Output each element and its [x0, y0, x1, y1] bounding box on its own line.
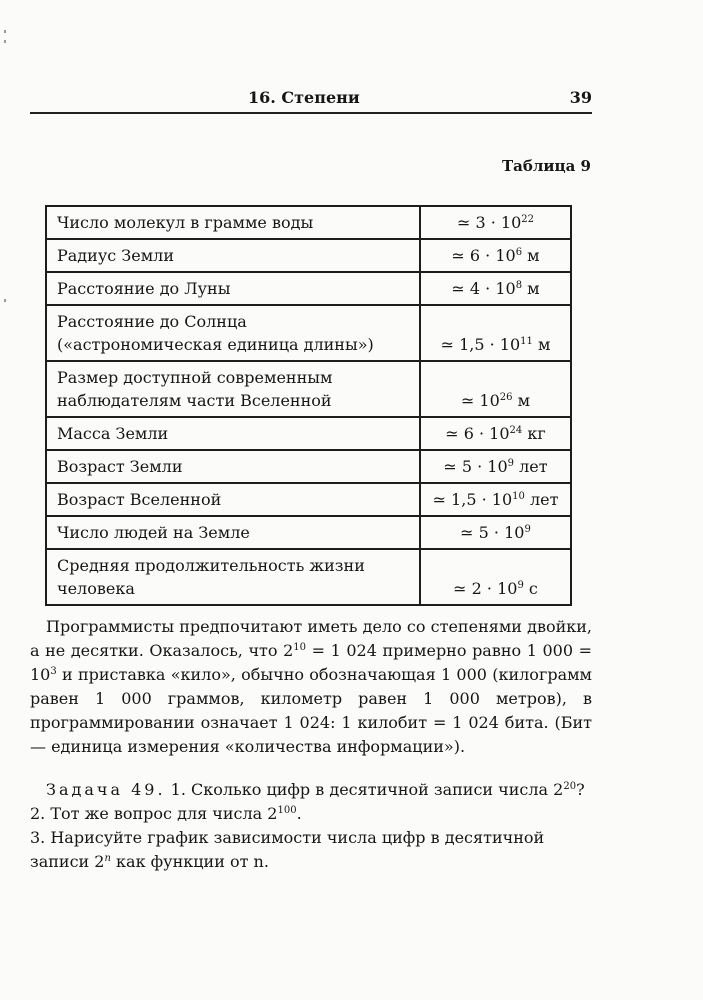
table-body [46, 206, 571, 605]
page-number: 39 [569, 88, 592, 107]
table-row [46, 239, 571, 272]
scan-speck [4, 30, 6, 33]
header-rule [30, 112, 592, 114]
quantities-table [45, 205, 572, 606]
table-row [46, 516, 571, 549]
value-cell: ≃ $1,5 \cdot 10^{11}$ м [420, 305, 571, 361]
table-row [46, 361, 571, 417]
table-row [46, 206, 571, 239]
quantity-cell: Возраст Вселенной [46, 483, 420, 516]
running-header [30, 86, 592, 112]
quantity-cell: Число молекул в грамме воды [46, 206, 420, 239]
quantity-cell: Возраст Земли [46, 450, 420, 483]
quantity-cell: Расстояние до Луны [46, 272, 420, 305]
paragraph-text-3: и приставка «кило», обычно обозначающая 1 000 (килограмм равен 1 000 граммов, километр равен 1 000 метров), в программировании означает 1 024: 1 килобит = 1 024 бита. (Бит — единица измерения «количества информации»). [30, 665, 592, 756]
problem-label: Задача 49. [46, 780, 166, 799]
body-paragraph [30, 615, 592, 759]
quantity-cell: Размер доступной современным наблюдателям части Вселенной [46, 361, 420, 417]
value-cell: ≃ $1,5 \cdot 10^{10}$ лет [420, 483, 571, 516]
scan-speck [4, 299, 6, 302]
quantity-cell: Расстояние до Солнца («астрономическая единица длины») [46, 305, 420, 361]
table-row [46, 272, 571, 305]
scan-speck [4, 40, 6, 43]
value-cell: ≃ $3 \cdot 10^{22}$ [420, 206, 571, 239]
table-caption: Таблица 9 [501, 157, 591, 175]
value-cell: ≃ $2 \cdot 10^9$ с [420, 549, 571, 605]
paragraph-text-2: = 1 024 примерно равно 1 000 = 10 [30, 641, 593, 684]
quantity-cell: Число людей на Земле [46, 516, 420, 549]
value-cell: ≃ $5 \cdot 10^9$ лет [420, 450, 571, 483]
value-cell: ≃ $4 \cdot 10^8$ м [420, 272, 571, 305]
value-cell: ≃ $6 \cdot 10^6$ м [420, 239, 571, 272]
value-cell: ≃ $5 \cdot 10^9$ [420, 516, 571, 549]
quantity-cell: Средняя продолжительность жизни человека [46, 549, 420, 605]
problem-question-2: 2. Тот же вопрос для числа $2^{100}$. [30, 804, 302, 823]
quantity-cell: Радиус Земли [46, 239, 420, 272]
paragraph-text-1: Программисты предпочитают иметь дело со степенями двойки, а не десятки. Оказалось, что 2 [30, 617, 592, 660]
value-cell: ≃ $6 \cdot 10^{24}$ кг [420, 417, 571, 450]
table-row [46, 417, 571, 450]
table-row [46, 549, 571, 605]
problem-49 [30, 778, 592, 874]
section-title: 16. Степени [248, 88, 360, 107]
table-row [46, 305, 571, 361]
table-row [46, 450, 571, 483]
paragraph-exponent-1: 10 [293, 642, 307, 653]
problem-question-1: Задача 49. 1. Сколько цифр в десятичной записи числа $2^{20}$? [46, 780, 585, 799]
quantity-cell: Масса Земли [46, 417, 420, 450]
value-cell: ≃ $10^{26}$ м [420, 361, 571, 417]
paragraph-exponent-2: 3 [50, 666, 57, 677]
table-row [46, 483, 571, 516]
problem-question-3: 3. Нарисуйте график зависимости числа цифр в десятичной записи 2$^n$ как функции от n. [30, 828, 545, 871]
